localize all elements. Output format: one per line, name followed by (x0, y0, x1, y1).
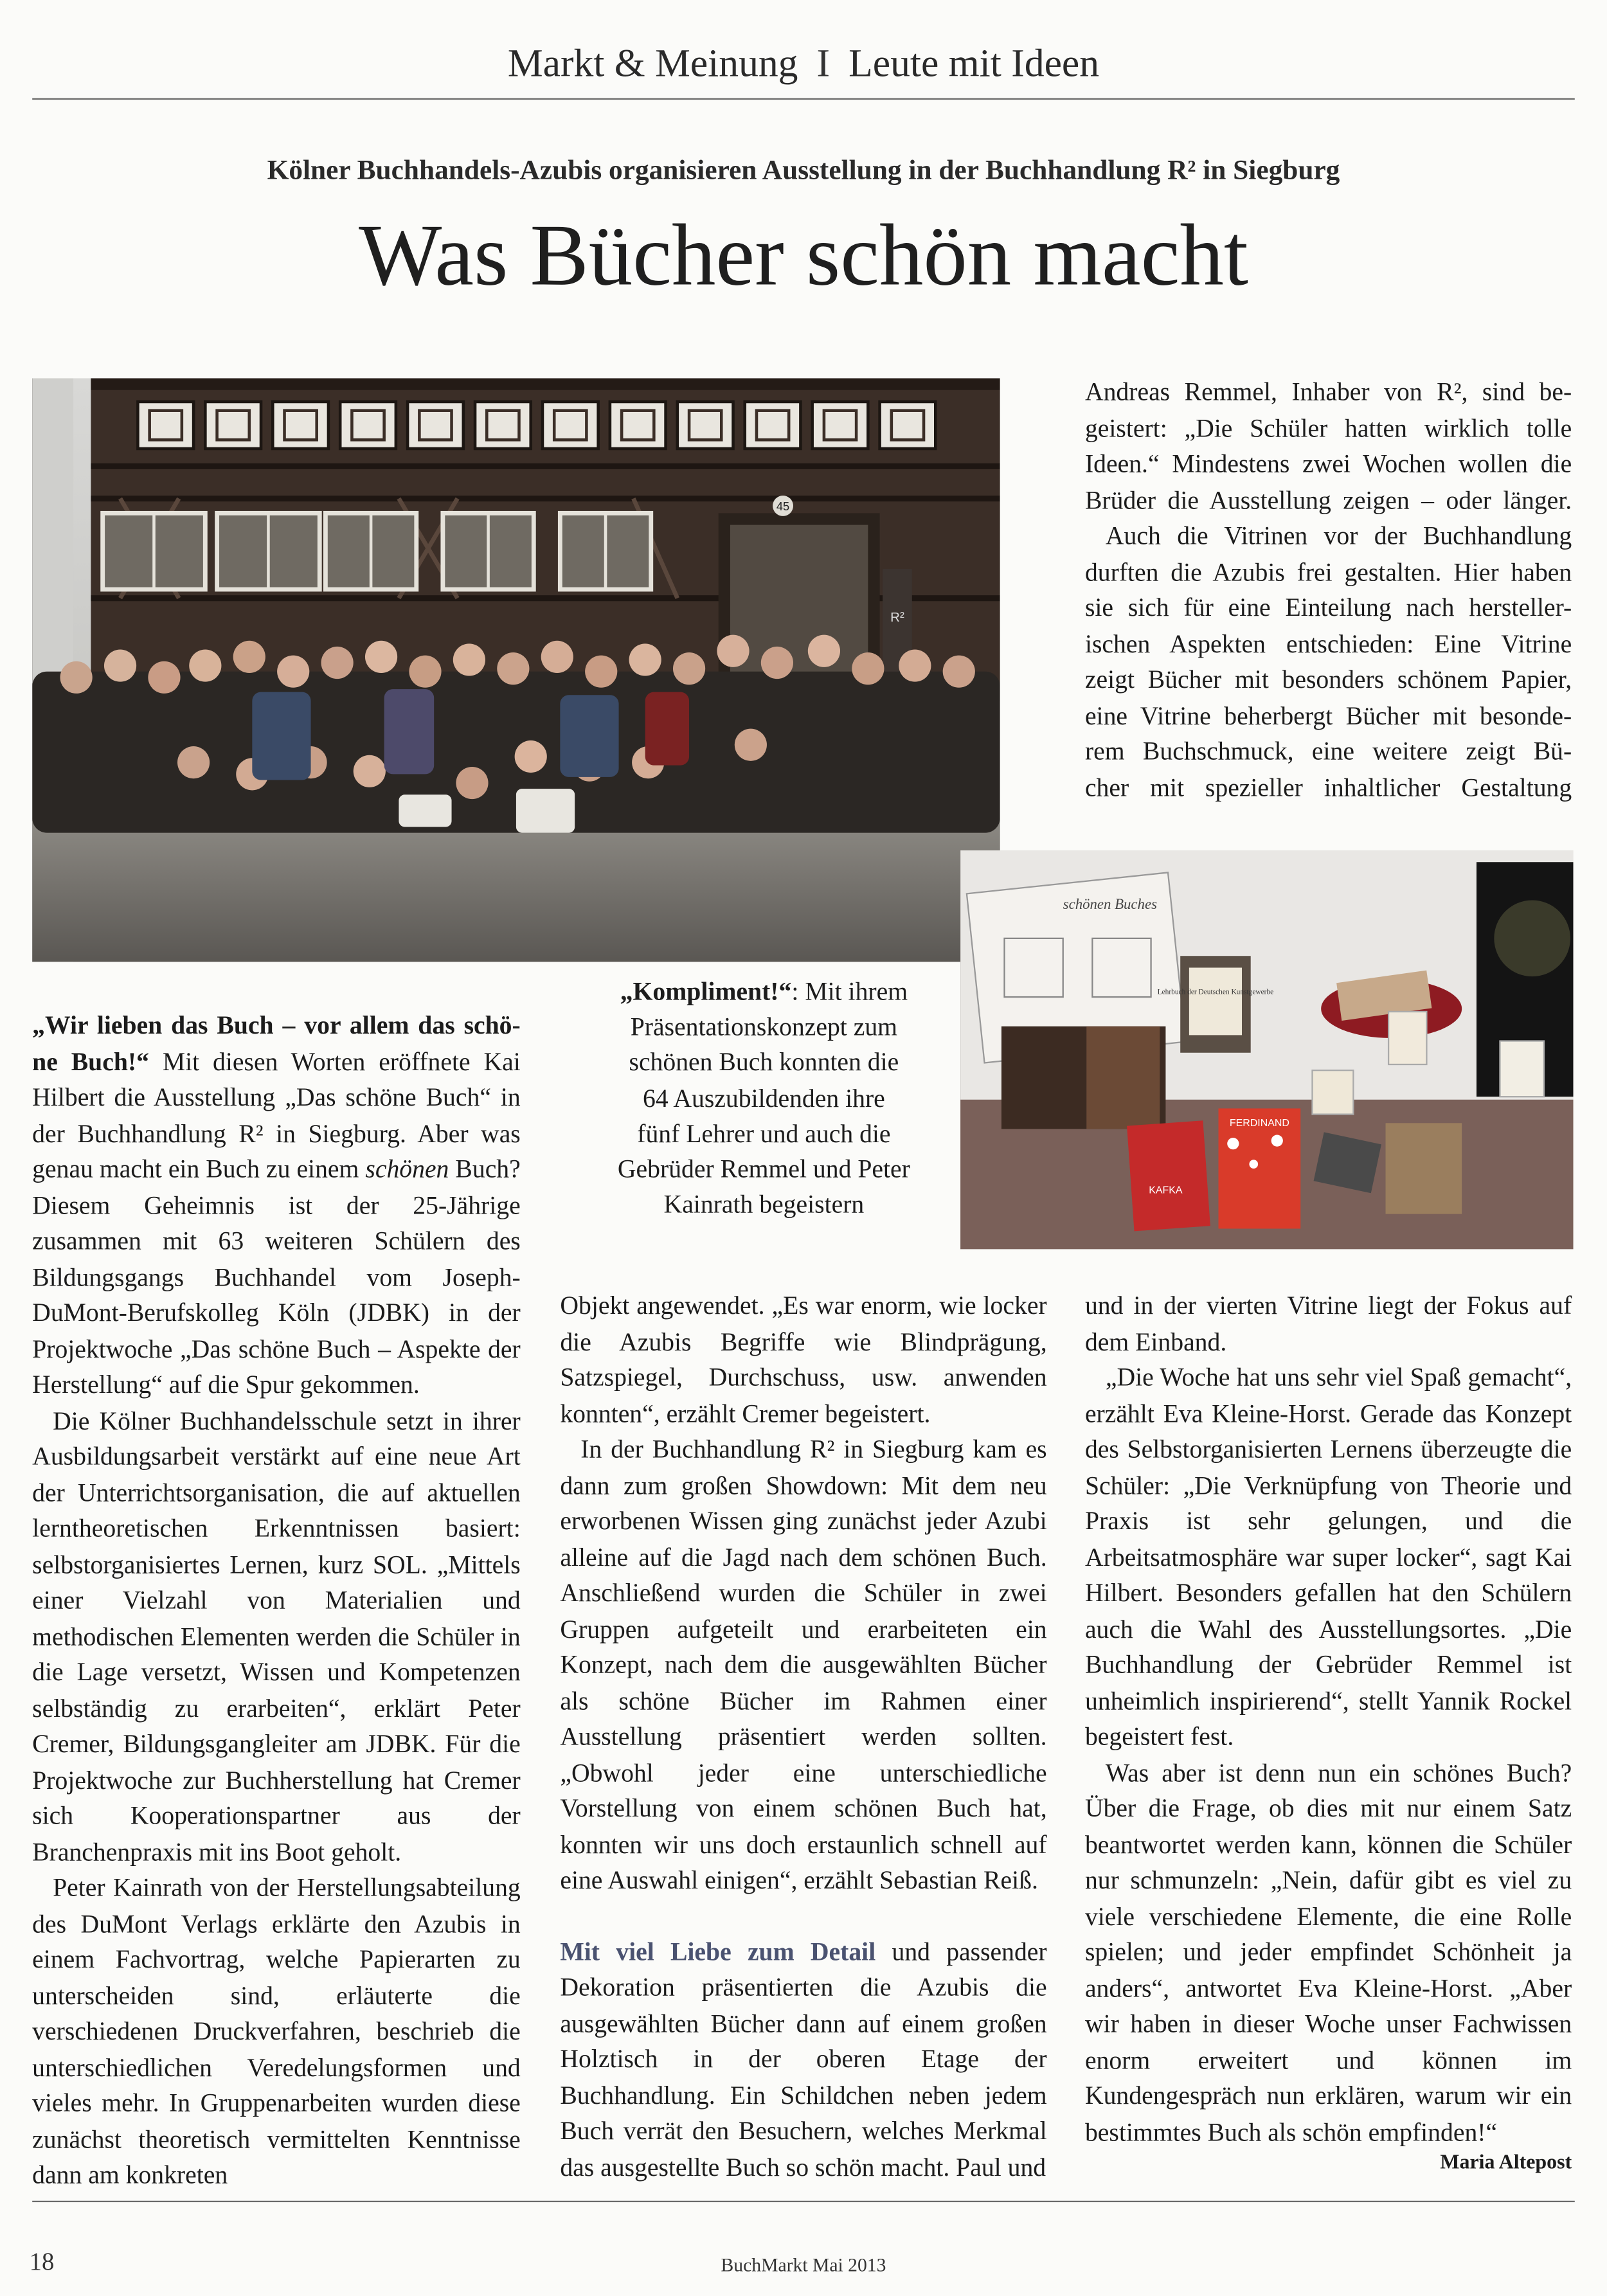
photo-caption (572, 974, 956, 1222)
col1-p1-text: Mit diesen Worten eröffnete Kai Hilbert die Ausstellung „Das schöne Buch“ in der Buchhandlung R² in Siegburg. Aber was genau macht ein Buch zu einem (32, 1046, 521, 1183)
caption-line-1 (572, 974, 956, 1009)
right-top-line-12: cher mit spezieller inhaltlicher Gestaltung (1084, 771, 1572, 802)
col1-paragraph-1 (32, 1007, 521, 1403)
section-title: Markt & Meinung (507, 40, 798, 85)
header-rule (32, 98, 1575, 100)
book-ferdinand: FERDINAND (1229, 1117, 1289, 1129)
caption-line-4: 64 Auszubildenden ihre (643, 1082, 885, 1113)
right-top-line-3: Ideen.“ Mindestens zwei Wochen wollen die (1084, 448, 1572, 478)
col2-paragraph-2: In der Buchhandlung R² in Siegburg kam es dann zum großen Showdown: Mit dem neu erworbenen Wissen ging zunächst jeder Azubi alleine auf die Jagd nach dem schönen Buch. Anschließend wurden die Schüler in zwei Gruppen aufgeteilt und erarbeiteten ein Konzept, nach dem die ausgewählten Bücher als schöne Bücher im Rahmen einer Ausstellung präsentiert werden sollten. „Obwohl jeder eine unterschiedliche Vorstellung von einem schönen Buch hat, konnten wir uns doch erstaunlich schnell auf eine Auswahl einigen“, erzählt Sebastian Reiß. (560, 1433, 1047, 1895)
col1-paragraph-3: Peter Kainrath von der Herstellungsabteilung des DuMont Verlags erklärte den Azubis in einem Fachvortrag, welche Papierarten zu unterscheiden sind, erläuterte die verschiedenen Druckverfahren, beschrieb die unterschiedlichen Veredelungsformen und vieles mehr. In Gruppenarbeiten wurden diese zunächst theoretisch vermittelten Kenntnisse dann am konkreten (32, 1872, 521, 2189)
right-top-line-6: durften die Azubis frei gestalten. Hier haben (1084, 556, 1572, 586)
column-1 (32, 1007, 521, 2193)
right-top-line-4: Brüder die Ausstellung zeigen – oder länger. (1084, 484, 1572, 514)
shop-sign: R² (890, 610, 904, 625)
col3-paragraph-1: und in der vierten Vitrine liegt der Fokus auf dem Einband. (1084, 1290, 1572, 1356)
house-number: 45 (776, 499, 790, 513)
col2-subhead: Mit viel Liebe zum Detail (560, 1936, 876, 1966)
right-top-line-9: zeigt Bücher mit besonders schönem Papier, (1084, 664, 1572, 694)
col2-paragraph-1: Objekt angewendet. „Es war enorm, wie locker die Azubis Begriffe wie Blindprägung, Satzspiegel, Durchschuss, usw. anwenden konnten“, erzählt Cremer begeistert. (560, 1290, 1047, 1428)
right-top-line-10: eine Vitrine beherbergt Bücher mit besonde- (1084, 700, 1572, 730)
right-top-line-7: sie sich für eine Einteilung nach hersteller- (1084, 592, 1572, 622)
section-separator: I (816, 40, 830, 85)
book-kafka: KAFKA (1149, 1185, 1183, 1196)
column-2 (560, 1287, 1046, 2185)
caption-line-7: Kainrath begeistern (663, 1189, 865, 1219)
col1-p1-emphasis: schönen (365, 1154, 449, 1183)
caption-line-6: Gebrüder Remmel und Peter (617, 1154, 910, 1183)
right-top-column (1085, 374, 1572, 805)
footer-rule (32, 2201, 1575, 2202)
caption-text-1: : Mit ihrem (791, 976, 908, 1006)
caption-line-3: schönen Buch konnten die (629, 1047, 899, 1077)
publication-info: BuchMarkt Mai 2013 (721, 2253, 886, 2276)
right-top-line-5: Auch die Vitrinen vor der Buchhandlung (1105, 520, 1572, 550)
exhibition-photo (960, 850, 1573, 1249)
column-3 (1085, 1287, 1572, 2149)
caption-line-5: fünf Lehrer und auch die (637, 1118, 891, 1148)
section-header (0, 41, 1607, 87)
article-headline: Was Bücher schön macht (359, 206, 1248, 304)
right-top-line-1: Andreas Remmel, Inhaber von R², sind be- (1084, 377, 1572, 406)
group-photo (32, 378, 1000, 962)
col3-paragraph-2: „Die Woche hat uns sehr viel Spaß gemacht“, erzählt Eva Kleine-Horst. Gerade das Konzept des Selbstorganisierten Lernens überzeugte die Schüler: „Die Verknüpfung von Theorie und Praxis ist sehr gelungen, und die Arbeitsatmosphäre war super locker“, sagt Kai Hilbert. Besonders gefallen hat den Schülern auch die Wahl des Ausstellungsortes. „Die Buchhandlung der Gebrüder Remmel ist unheimlich inspirierend“, stellt Yannik Rockel begeistert fest. (1084, 1362, 1572, 1751)
col1-paragraph-2: Die Kölner Buchhandelsschule setzt in ihrer Ausbildungsarbeit verstärkt auf eine neue Art der Unterrichtsorganisation, die auf aktuellen lerntheoretischen Erkenntnissen basiert: selbstorganisiertes Lernen, kurz SOL. „Mittels einer Vielzahl von Materialien und methodischen Elementen werden die Schüler in die Lage versetzt, Wissen und Kompetenzen selbständig zu erarbeiten“, erklärt Peter Cremer, Bildungsgangleiter am JDBK. Für die Projektwoche zur Buchherstellung hat Cremer sich Kooperationspartner aus der Branchenpraxis mit ins Boot geholt. (32, 1405, 521, 1866)
book-lehrbuch: Lehrbuch der Deutschen Kunstgewerbe (1157, 988, 1274, 996)
group-photo-image (32, 378, 1000, 962)
right-top-line-8: ischen Aspekten entschieden: Eine Vitrine (1084, 628, 1572, 658)
author-byline: Maria Altepost (1440, 2152, 1572, 2175)
col2-paragraph-3 (560, 1933, 1046, 2184)
subsection-title: Leute mit Ideen (848, 40, 1100, 85)
article-kicker: Kölner Buchhandels-Azubis organisieren Ausstellung in der Buchhandlung R² in Siegburg (267, 155, 1340, 186)
col3-paragraph-3: Was aber ist denn nun ein schönes Buch? Über die Frage, ob dies mit nur einem Satz beantwortet werden kann, können die Schüler nur schmunzeln: „Nein, dafür gibt es viel zu viele verschiedene Elemente, die eine Rolle spielen; und jeder empfindet Schönheit ja anders“, antwortet Eva Kleine-Horst. „Aber wir haben in dieser Woche unser Fachwissen enorm erweitert und können im Kundengespräch nun erklären, warum wir ein bestimmtes Buch als schön empfinden!“ (1084, 1757, 1572, 2146)
caption-line-2: Präsentationskonzept zum (630, 1012, 898, 1041)
col1-lead: „Wir lieben das Buch – vor allem das schö-ne Buch!“ (32, 1010, 521, 1076)
page-number: 18 (29, 2247, 55, 2276)
col1-p1-rest: Buch? Diesem Geheimnis ist der 25-Jährige zusammen mit 63 weiteren Schülern des Bildungsgangs Buchhandel vom Joseph-DuMont-Berufskolleg Köln (JDBK) in der Projektwoche „Das schöne Buch – Aspekte der Herstellung“ auf die Spur gekommen. (32, 1154, 521, 1399)
right-top-line-2: geistert: „Die Schüler hatten wirklich tolle (1084, 413, 1572, 442)
caption-lead: „Kompliment!“ (620, 976, 792, 1006)
right-top-line-11: rem Buchschmuck, eine weitere zeigt Bü- (1084, 736, 1572, 766)
board-label: schönen Buches (1063, 896, 1157, 913)
exhibition-photo-image (960, 850, 1573, 1249)
col2-p3-text: und passender Dekoration präsentierten die Azubis die ausgewählten Bücher dann auf einem großen Holztisch in der oberen Etage der Buchhandlung. Ein Schildchen neben jedem Buch verrät den Besuchern, welches Merkmal das ausgestellte Buch so schön macht. Paul und (560, 1936, 1047, 2181)
